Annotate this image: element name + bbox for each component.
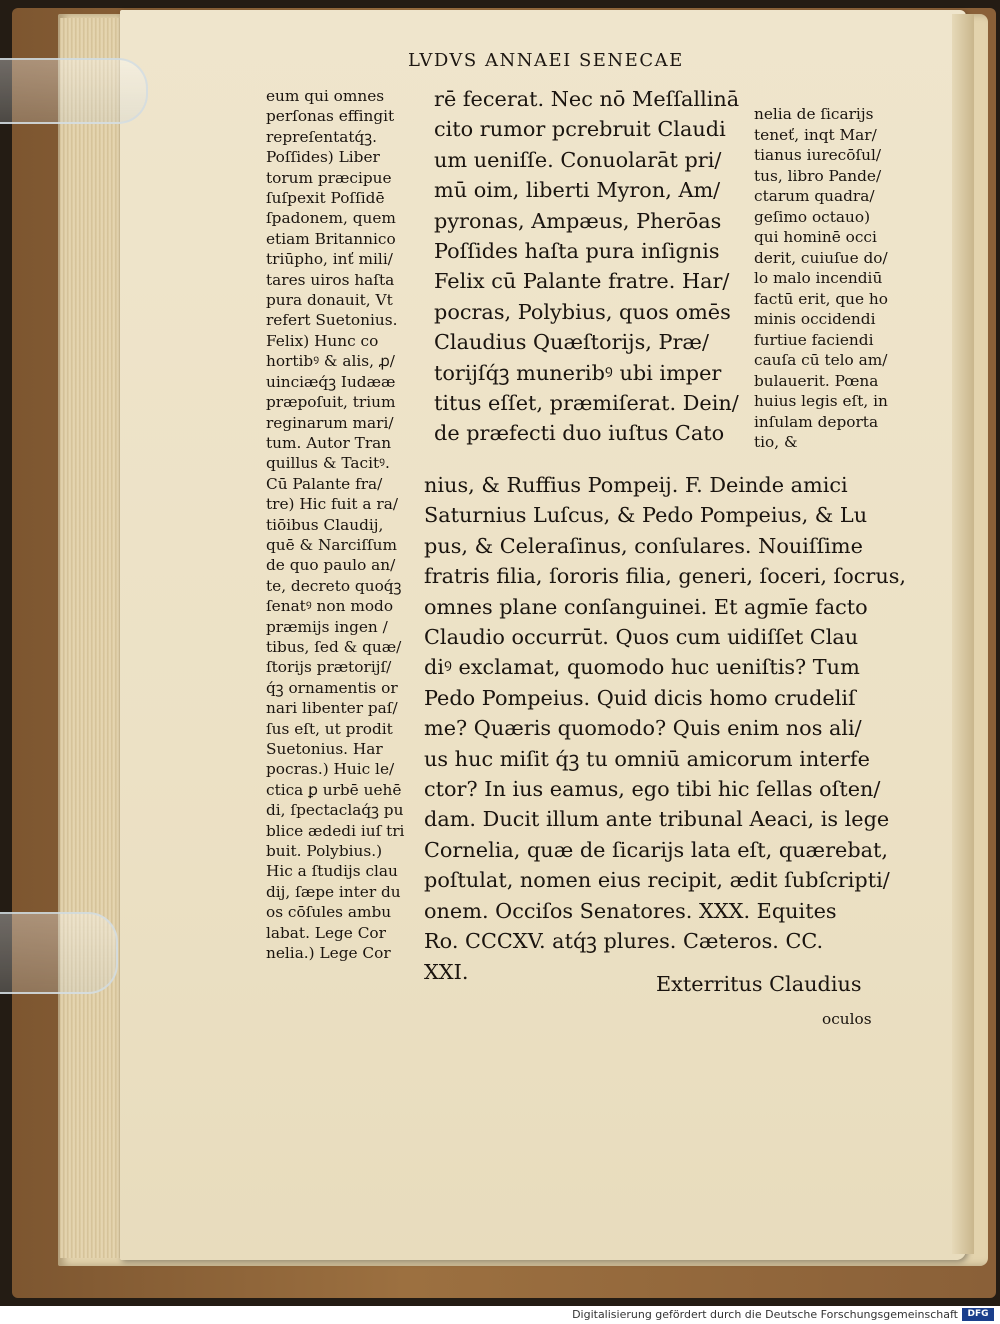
text-line: minis occidendi	[754, 310, 876, 328]
text-line: cito rumor pcrebruit Claudi	[434, 117, 726, 142]
text-line: quillus & Tacitꝰ.	[266, 454, 390, 473]
text-line: um ueniſſe. Conuolarāt pri/	[434, 147, 722, 172]
text-line: Hic a ſtudijs clau	[266, 862, 398, 881]
text-line: ctor? In ius eamus, ego tibi hic ſellas oſten/	[424, 777, 881, 802]
text-line: tianus iurecōſul/	[754, 146, 882, 164]
text-line: Suetonius. Har	[266, 740, 383, 758]
text-line: me? Quæris quomodo? Quis enim nos ali/	[424, 716, 862, 741]
text-line: XXI.	[424, 959, 469, 984]
top-clip	[0, 58, 148, 124]
text-line: qui hominē occi	[754, 228, 877, 246]
right-margin-notes	[754, 104, 888, 453]
text-line: Claudio occurrūt. Quos cum uidiſſet Clau	[424, 625, 859, 650]
text-line: derit, cuiuſue do/	[754, 248, 888, 267]
text-line: lo malo incendiū	[754, 269, 883, 287]
text-line: eum qui omnes	[266, 87, 385, 105]
main-text-block	[424, 470, 906, 987]
text-line: nelia de ſicarijs	[754, 105, 874, 123]
text-line: tares uiros haſta	[266, 270, 395, 289]
text-line: Felix) Hunc co	[266, 331, 379, 350]
text-line: ſpadonem, quem	[266, 209, 396, 228]
text-line: perſonas effingit	[266, 107, 395, 126]
text-line: rē fecerat. Nec nō Meſſallinā	[434, 87, 740, 111]
text-line: q́ꝫ ornamentis or	[266, 678, 398, 697]
text-line: huius legis eſt, in	[754, 392, 888, 410]
text-line: nari libenter paſ/	[266, 699, 398, 718]
middle-text-column	[434, 84, 739, 449]
text-line: ſenatꝰ non modo	[266, 597, 394, 616]
text-line: Claudius Quæſtorijs, Præ/	[434, 330, 709, 355]
text-line: reginarum mari/	[266, 413, 394, 432]
text-line: te, decreto quoq́ꝫ	[266, 576, 402, 595]
text-line: etiam Britannico	[266, 229, 396, 248]
text-line: ſus eſt, ut prodit	[266, 719, 393, 738]
text-line: geſimo octauo)	[754, 207, 871, 226]
text-line: Ro. CCCXV. atq́ꝫ plures. Cæteros. CC.	[424, 929, 824, 954]
text-line: Saturnius Luſcus, & Pedo Pompeius, & Lu	[424, 503, 868, 528]
text-line: fratris filia, ſororis filia, generi, ſoceri, ſocrus,	[424, 564, 907, 589]
text-line: Cornelia, quæ de ſicarijs lata eſt, quærebat,	[424, 837, 889, 862]
text-line: de præfecti duo iuſtus Cato	[434, 421, 725, 446]
text-line: bulauerit. Pœna	[754, 371, 879, 390]
text-line: tre) Hic fuit a ra/	[266, 495, 398, 514]
text-line: Poſſides haſta pura inſignis	[434, 239, 720, 264]
text-line: di, ſpectaclaq́ꝫ pu	[266, 801, 404, 820]
text-line: Poſſides) Liber	[266, 148, 380, 167]
text-line: torum præcipue	[266, 168, 392, 187]
text-line: labat. Lege Cor	[266, 923, 386, 942]
text-line: ctarum quadra/	[754, 187, 875, 205]
text-line: Felix cū Palante fratre. Har/	[434, 269, 730, 294]
left-margin-notes	[266, 86, 404, 963]
text-line: poſtulat, nomen eius recipit, ædit ſubſcripti/	[424, 868, 890, 893]
page-fold	[952, 14, 974, 1254]
text-line: hortibꝰ & alis, ꝓ/	[266, 352, 395, 371]
text-line: tum. Autor Tran	[266, 433, 392, 452]
text-line: pus, & Celeraſinus, conſulares. Nouiſſime	[424, 533, 863, 558]
text-line: furtiue faciendi	[754, 330, 874, 349]
text-line: blice ædedi iuſ tri	[266, 821, 405, 840]
text-line: pocras.) Huic le/	[266, 760, 395, 779]
footer-credit: Digitalisierung gefördert durch die Deutsche Forschungsgemeinschaft	[572, 1308, 958, 1321]
text-line: ſuſpexit Poſſidē	[266, 189, 385, 208]
text-line: teneť, inqt Mar/	[754, 125, 877, 144]
running-header: LVDVS ANNAEI SENECAE	[408, 50, 684, 71]
text-line: pyronas, Ampæus, Pherōas	[434, 208, 722, 233]
text-line: inſulam deporta	[754, 412, 879, 431]
text-line: titus eſſet, præmiſerat. Dein/	[434, 391, 739, 416]
catchword: oculos	[822, 1010, 872, 1028]
text-line: Pedo Pompeius. Quid dicis homo crudeliſ	[424, 685, 856, 710]
text-line: mū oim, liberti Myron, Am/	[434, 178, 721, 203]
text-line: ctica ꝑ urbē uehē	[266, 780, 402, 799]
text-line: diꝰ exclamat, quomodo huc ueniſtis? Tum	[424, 655, 860, 680]
page-edges	[60, 18, 124, 1258]
text-line: tibus, ſed & quæ/	[266, 637, 402, 656]
text-line: factū erit, que ho	[754, 289, 888, 308]
digitization-footer	[0, 1306, 1000, 1324]
text-line: tus, libro Pande/	[754, 166, 882, 185]
text-line: præmijs ingen /	[266, 617, 388, 636]
text-line: repreſentatq́ꝫ.	[266, 127, 377, 146]
text-line: pocras, Polybius, quos omēs	[434, 299, 731, 324]
text-line: quē & Narciſſum	[266, 535, 397, 554]
text-line: onem. Occiſos Senatores. XXX. Equites	[424, 898, 837, 923]
text-line: pura donauit, Vt	[266, 291, 393, 310]
text-line: omnes plane conſanguinei. Et agmīe facto	[424, 594, 868, 619]
final-line: Exterritus Claudius	[656, 972, 862, 996]
text-line: tio, &	[754, 433, 798, 451]
text-line: torijſq́ꝫ muneribꝰ ubi imper	[434, 360, 722, 385]
text-line: dam. Ducit illum ante tribunal Aeaci, is lege	[424, 807, 890, 832]
text-line: buit. Polybius.)	[266, 842, 383, 861]
dfg-logo-icon: DFG	[962, 1308, 994, 1321]
text-line: refert Suetonius.	[266, 311, 398, 330]
text-line: de quo paulo an/	[266, 556, 396, 575]
text-line: triūpho, inť mili/	[266, 250, 393, 269]
text-line: nelia.) Lege Cor	[266, 944, 391, 963]
text-line: uinciæq́ꝫ Iudææ	[266, 372, 396, 391]
text-line: Cū Palante fra/	[266, 474, 383, 493]
text-line: præpoſuit, trium	[266, 393, 396, 412]
text-line: nius, & Ruffius Pompeij. F. Deinde amici	[424, 473, 848, 497]
text-line: dij, ſæpe inter du	[266, 882, 401, 901]
text-line: us huc miſit q́ꝫ tu omniū amicorum interfe	[424, 746, 870, 771]
text-line: cauſa cū telo am/	[754, 351, 888, 369]
text-line: tiōibus Claudij,	[266, 515, 384, 534]
text-line: os cōſules ambu	[266, 903, 392, 922]
bottom-clip	[0, 912, 118, 994]
text-line: ſtorijs prætorijſ/	[266, 658, 392, 677]
